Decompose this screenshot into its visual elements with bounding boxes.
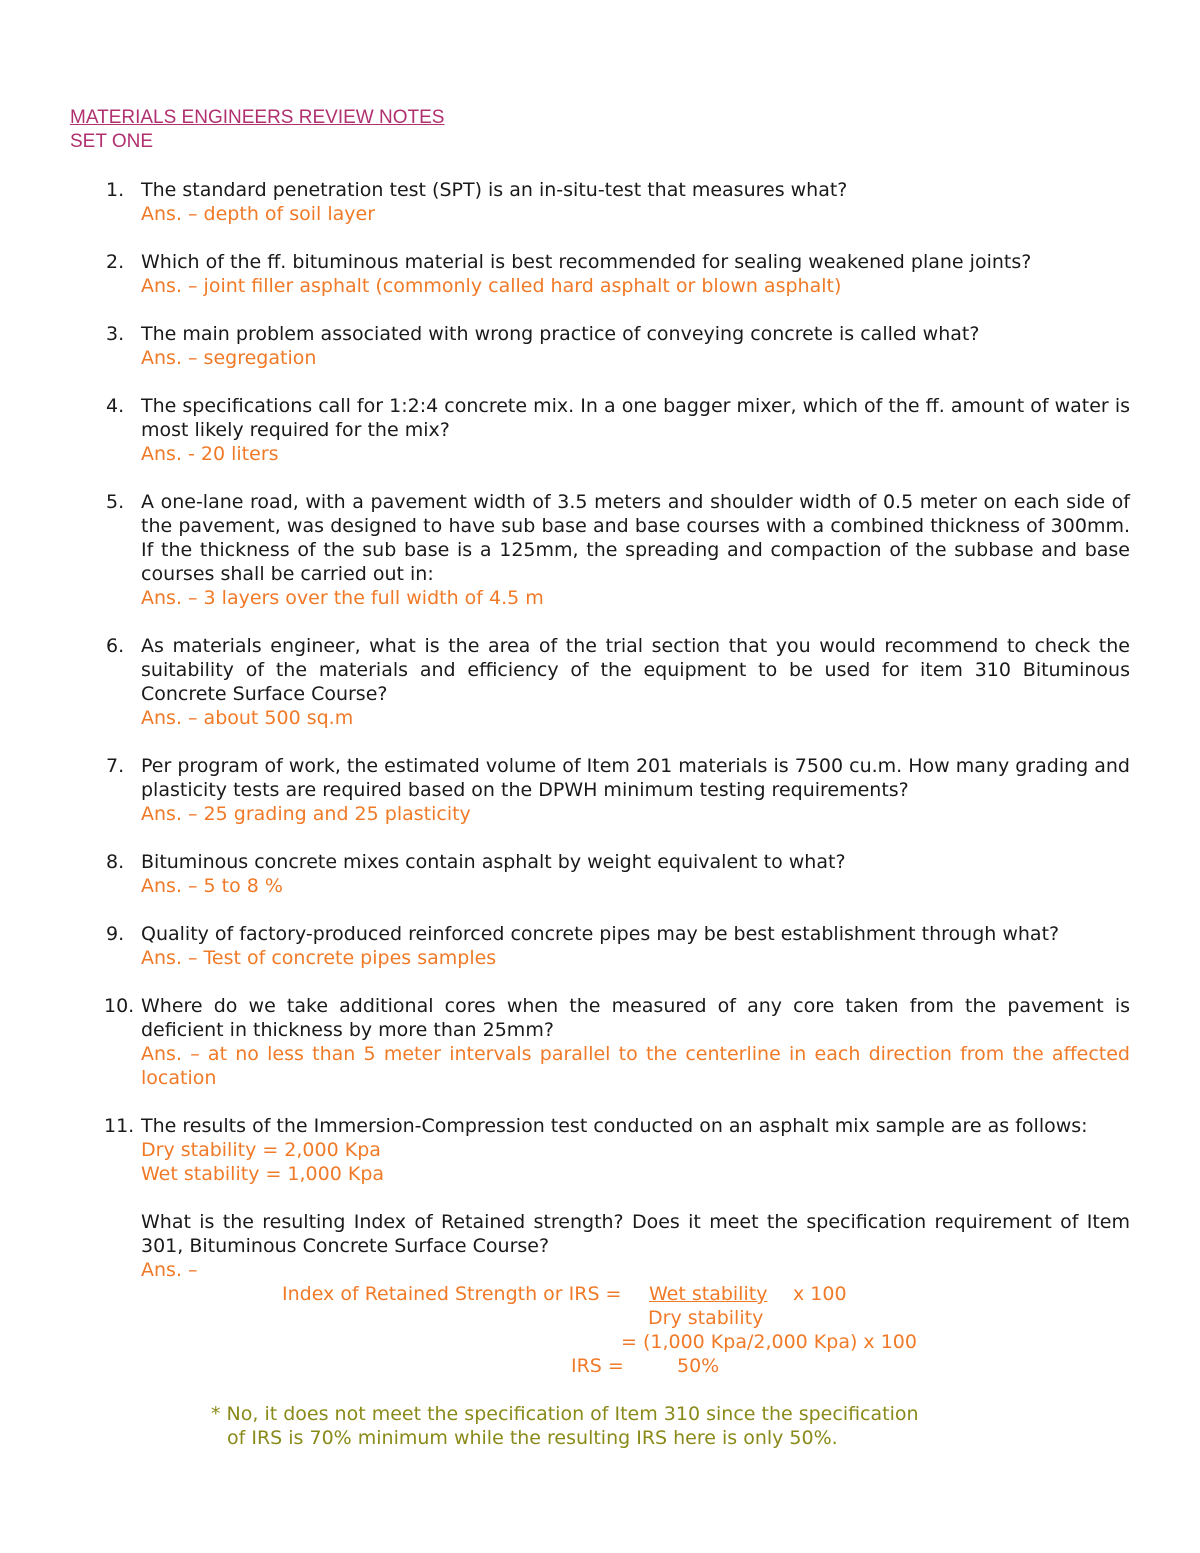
question-number: 9. (106, 923, 125, 945)
note-line-2: of IRS is 70% minimum while the resulting IRS here is only 50%. (227, 1427, 838, 1449)
question-number: 10. (104, 995, 135, 1017)
question-item-1 (70, 178, 1130, 226)
question-number: 7. (106, 755, 125, 777)
answer-text: Ans. – depth of soil layer (141, 203, 376, 225)
question-item-2 (70, 250, 1130, 298)
question-number: 11. (104, 1115, 135, 1137)
answer-text: Ans. – 25 grading and 25 plasticity (141, 803, 471, 825)
irs-formula (141, 1282, 1130, 1378)
question-number: 5. (106, 491, 125, 513)
question-followup: What is the resulting Index of Retained strength? Does it meet the specification requirement of Item 301, Bituminous Concrete Surface Course? (141, 1211, 1130, 1257)
question-text: The results of the Immersion-Compression test conducted on an asphalt mix sample are as follows: (141, 1115, 1088, 1137)
question-number: 1. (106, 179, 125, 201)
question-text: Where do we take additional cores when the measured of any core taken from the pavement is deficient in thickness by more than 25mm? (141, 995, 1130, 1041)
question-number: 6. (106, 635, 125, 657)
question-text: The specifications call for 1:2:4 concrete mix. In a one bagger mixer, which of the ff. amount of water is most likely required for the mix? (141, 395, 1130, 441)
question-text: As materials engineer, what is the area of the trial section that you would recommend to check the suitability of the materials and efficiency of the equipment to be used for item 310 Bituminous Concrete Surface Course? (141, 635, 1130, 705)
question-item-10 (70, 994, 1130, 1090)
answer-text: Ans. - 20 liters (141, 443, 279, 465)
question-text: The standard penetration test (SPT) is an in-situ-test that measures what? (141, 179, 848, 201)
wet-stability: Wet stability = 1,000 Kpa (141, 1163, 385, 1185)
formula-times: x 100 (793, 1283, 847, 1305)
question-number: 3. (106, 323, 125, 345)
answer-text: Ans. – at no less than 5 meter intervals parallel to the centerline in each direction from the affected location (141, 1043, 1130, 1089)
question-item-3 (70, 322, 1130, 370)
question-number: 4. (106, 395, 125, 417)
document-page (70, 106, 1130, 1450)
question-item-4 (70, 394, 1130, 466)
note-line-1: * No, it does not meet the specification of Item 310 since the specification (211, 1403, 919, 1425)
answer-text: Ans. – 5 to 8 % (141, 875, 283, 897)
formula-denominator: Dry stability (648, 1307, 764, 1329)
document-subtitle: SET ONE (70, 131, 154, 152)
answer-text: Ans. – joint filler asphalt (commonly called hard asphalt or blown asphalt) (141, 275, 842, 297)
question-list (70, 178, 1130, 1090)
question-item-11 (70, 1114, 1130, 1378)
question-text: The main problem associated with wrong practice of conveying concrete is called what? (141, 323, 980, 345)
question-item-6 (70, 634, 1130, 730)
question-number: 2. (106, 251, 125, 273)
answer-text: Ans. – 3 layers over the full width of 4.5 m (141, 587, 544, 609)
formula-lhs: Index of Retained Strength or IRS = (282, 1283, 622, 1305)
question-number: 8. (106, 851, 125, 873)
dry-stability: Dry stability = 2,000 Kpa (141, 1139, 381, 1161)
answer-text: Ans. – about 500 sq.m (141, 707, 354, 729)
question-item-7 (70, 754, 1130, 826)
question-text: Quality of factory-produced reinforced concrete pipes may be best establishment through what? (141, 923, 1060, 945)
conclusion-note (70, 1402, 1130, 1450)
document-title: MATERIALS ENGINEERS REVIEW NOTES (70, 107, 445, 128)
question-item-5 (70, 490, 1130, 610)
question-item-9 (70, 922, 1130, 970)
question-text: Per program of work, the estimated volume of Item 201 materials is 7500 cu.m. How many grading and plasticity tests are required based on the DPWH minimum testing requirements? (141, 755, 1130, 801)
formula-numerator: Wet stability (649, 1283, 768, 1305)
answer-text: Ans. – segregation (141, 347, 317, 369)
irs-value: 50% (677, 1355, 720, 1377)
formula-step: = (1,000 Kpa/2,000 Kpa) x 100 (621, 1331, 917, 1353)
question-text: Which of the ff. bituminous material is best recommended for sealing weakened plane joints? (141, 251, 1032, 273)
answer-text: Ans. – Test of concrete pipes samples (141, 947, 497, 969)
irs-label: IRS = (571, 1355, 624, 1377)
question-text: A one-lane road, with a pavement width of 3.5 meters and shoulder width of 0.5 meter on each side of the pavement, was designed to have sub base and base courses with a combined thickness of 300mm. If the thickness of the sub base is a 125mm, the spreading and compaction of the subbase and base courses shall be carried out in: (141, 491, 1130, 585)
answer-label: Ans. – (141, 1259, 198, 1281)
question-text: Bituminous concrete mixes contain asphalt by weight equivalent to what? (141, 851, 846, 873)
question-item-8 (70, 850, 1130, 898)
